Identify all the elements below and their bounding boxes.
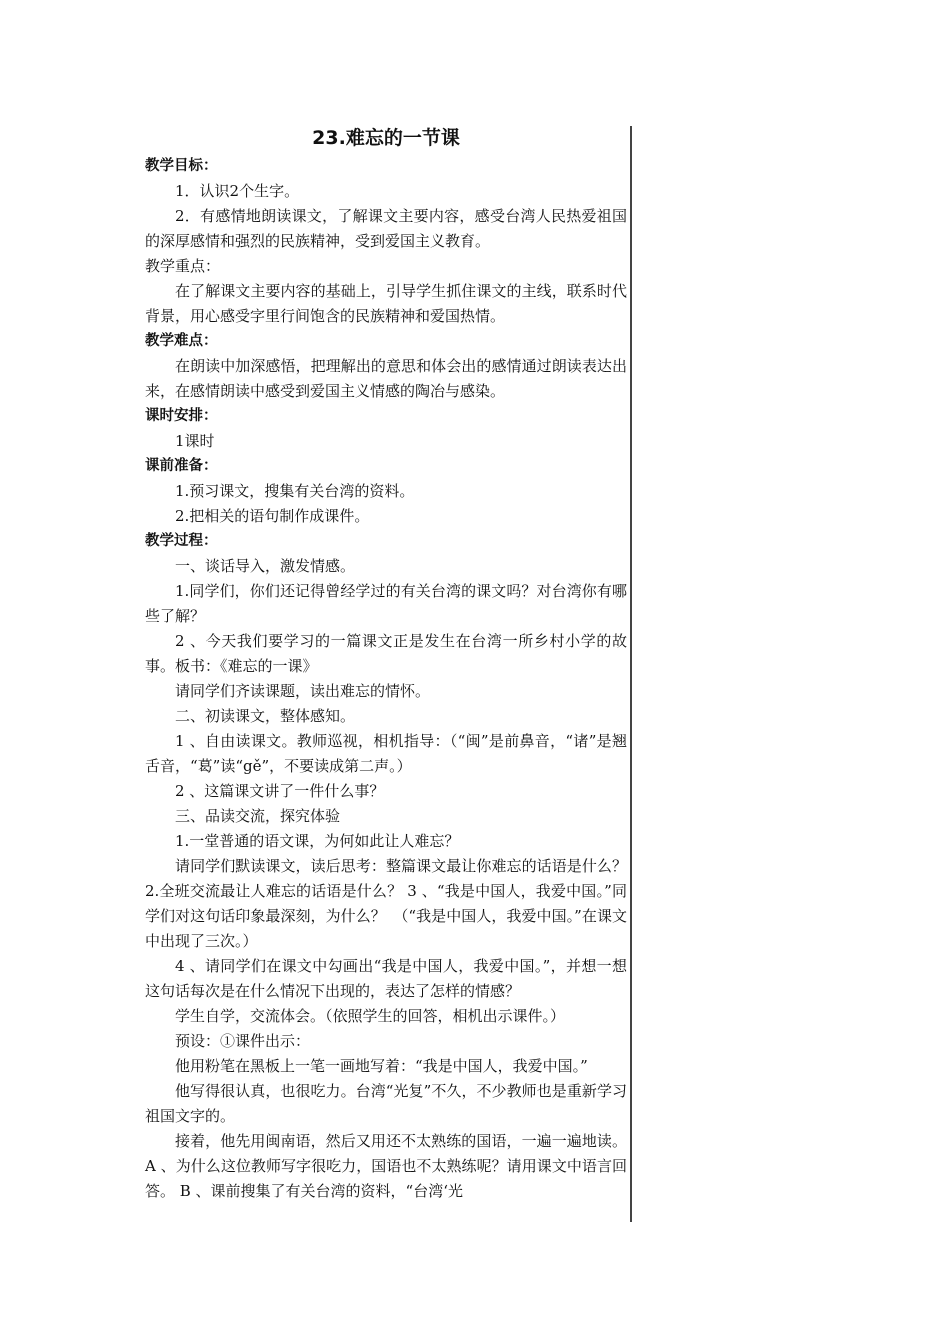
paragraph: 三、品读交流，探究体验 [175,807,341,825]
paragraph: 接着，他先用闽南语，然后又用还不太熟练的国语，一遍一遍地读。A 、为什么这位教师写字很吃力，国语也不太熟练呢？请用课文中语言回答。 B 、课前搜集了有关台湾的资料，“台湾‘光 [145,1132,627,1200]
paragraph: 2.把相关的语句制作成课件。 [175,507,370,525]
paragraph: 1.预习课文，搜集有关台湾的资料。 [175,482,415,500]
paragraph: 学生自学，交流体会。（依照学生的回答，相机出示课件。） [175,1007,566,1025]
paragraph: 请同学们默读课文，读后思考：整篇课文最让你难忘的话语是什么？ 2.全班交流最让人难忘的话语是什么？ 3 、“我是中国人，我爱中国。”同学们对这句话印象最深刻，为什么？ （“我是中国人，我爱中国。”在课文中出现了三次。） [145,857,627,950]
section-heading: 教学重点： [145,257,221,275]
paragraph: 他用粉笔在黑板上一笔一画地写着：“我是中国人，我爱中国。” [175,1057,588,1075]
section-heading: 课前准备： [145,458,218,474]
paragraph: 二、初读课文，整体感知。 [175,707,356,725]
paragraph: 1．认识2个生字。 [175,182,300,200]
paragraph: 1课时 [175,432,215,450]
paragraph: 一、谈话导入，激发情感。 [175,557,356,575]
paragraph: 预设：①课件出示： [175,1032,311,1050]
section-heading: 教学难点： [145,333,218,349]
paragraph: 在了解课文主要内容的基础上，引导学生抓住课文的主线，联系时代背景，用心感受字里行间饱含的民族精神和爱国热情。 [145,282,627,325]
paragraph: 2 、今天我们要学习的一篇课文正是发生在台湾一所乡村小学的故事。板书：《难忘的一课》 [145,632,627,675]
paragraph: 2．有感情地朗读课文，了解课文主要内容，感受台湾人民热爱祖国的深厚感情和强烈的民族精神，受到爱国主义教育。 [145,207,627,250]
paragraph: 2 、这篇课文讲了一件什么事？ [175,782,385,800]
paragraph: 1.同学们，你们还记得曾经学过的有关台湾的课文吗？对台湾你有哪些了解？ [145,582,627,625]
document-title: 23.难忘的一节课 [312,127,460,149]
page-border-line [630,126,632,1222]
document-body [145,124,627,1204]
paragraph: 1.一堂普通的语文课，为何如此让人难忘？ [175,832,460,850]
section-heading: 课时安排： [145,408,218,424]
paragraph: 1 、自由读课文。教师巡视，相机指导：（“闽”是前鼻音，“诸”是翘舌音，“葛”读“gě”，不要读成第二声。） [145,732,627,775]
paragraph: 4 、请同学们在课文中勾画出“我是中国人，我爱中国。”，并想一想这句话每次是在什么情况下出现的，表达了怎样的情感？ [145,957,627,1000]
section-heading: 教学过程： [145,533,218,549]
paragraph: 请同学们齐读课题，读出难忘的情怀。 [175,682,431,700]
paragraph: 在朗读中加深感悟，把理解出的意思和体会出的感情通过朗读表达出来，在感情朗读中感受到爱国主义情感的陶冶与感染。 [145,357,627,400]
paragraph: 他写得很认真，也很吃力。台湾“光复”不久，不少教师也是重新学习祖国文字的。 [145,1082,627,1125]
section-heading: 教学目标： [145,158,218,174]
